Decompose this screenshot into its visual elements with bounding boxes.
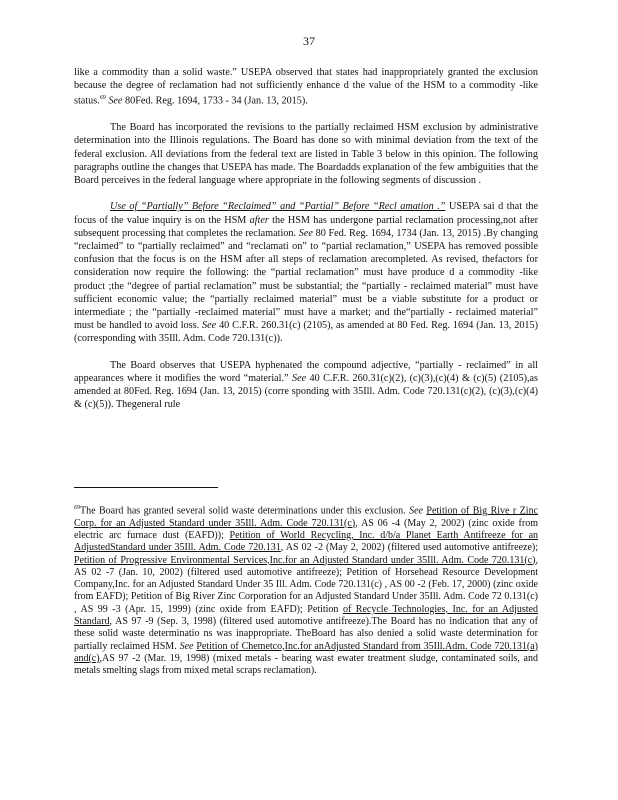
footnote-text: ,AS 97 -2 (Mar. 19, 1998) (mixed metals - bearing wast ewater treatment sludge, contaminated soils, and metals smelting slags from mixed metal scraps reclamation). <box>74 652 538 677</box>
paragraph-commodity <box>74 66 538 108</box>
case-citation: of Recycle Technologies, Inc. for an Adjusted Standard <box>74 603 539 627</box>
paragraph-text: 40 C.F.R. 260.31(c)(2), (c)(3),(c)(4) & (c)(5) (2105),as amended at 80Fed. Reg. 1694 (Jan. 13, 2015) (corre sponding with 35Ill. Adm. Code 720.131(c)(2), (c)(3),(c)(4) & (c)(5)). Thegeneral rule <box>74 373 538 411</box>
footnote-text: , AS 97 -9 (Sep. 3, 1998) (filtered used automotive antifreeze).The Board has no indication that any of these solid waste determinatio ns was inappropriate. TheBoard has also denied a solid waste determination for partially reclaimed HSM. <box>74 616 538 652</box>
footnote-divider <box>74 487 218 488</box>
see-signal: See <box>108 95 123 107</box>
case-citation: Petition of Big Rive r Zinc Corp. for an Adjusted Standard under 35Ill. Adm. Code 720.131(c) <box>74 505 539 529</box>
see-signal: See <box>202 320 217 332</box>
paragraph-hyphenation <box>74 359 538 412</box>
emphasis-after: after <box>249 214 269 226</box>
footnote-reference[interactable]: 69 <box>99 95 106 102</box>
footnote-69 <box>74 502 538 677</box>
citation: 40 C.F.R. 260.31(c) (2105), as amended at 80 Fed. Reg. 1694 (Jan. 13, 2015) (corresponding with 35Ill. Adm. Code 720.131(c)). <box>74 320 539 345</box>
footnote-text: , AS 02 -7 (Jan. 10, 2002) (filtered used automotive antifreeze); Petition of Horsehead Resource Development Company,Inc. for an Adjusted Standard Under 35 Ill. Adm. Code 720.131(c) , AS 00 -2 (Feb. 17, 2000) (zinc oxide from EAFD); Petition of Big River Zinc Corporation for an Adjusted Standard Under 35Ill. Adm. Code 72 0.131(c) , AS 99 -3 (Apr. 15, 1999) (zinc oxide from EAFD); Petition <box>74 554 538 615</box>
footnote-text: , AS 06 -4 (May 2, 2002) (zinc oxide from electric arc furnace dust (EAFD)); <box>74 517 538 541</box>
paragraph-text: like a commodity than a solid waste.” USEPA observed that states had inappropriately granted the exclusion because the degree of reclamation had not sufficiently enhance d the value of the HSM to a commodity -like status. <box>74 67 538 107</box>
page-number: 37 <box>303 34 315 48</box>
body-text <box>74 66 538 425</box>
footnote-number: 69 <box>74 505 80 511</box>
paragraph-text: The Board observes that USEPA hyphenated the compound adjective, “partially - reclaimed” in all appearances where it modifies the word “material.” <box>74 359 538 385</box>
paragraph-partially-reclaimed <box>74 200 538 345</box>
footnote-text: , AS 02 -2 (May 2, 2002) (filtered used automotive antifreeze); <box>280 542 538 554</box>
paragraph-text: the HSM has undergone partial reclamation processing,not after subsequent processing that completes the reclamation. <box>74 214 539 239</box>
case-citation: Petition of Chemetco,Inc.for anAdjusted Standard from 35Ill.Adm. Code 720.131(a) and(c) <box>74 640 538 664</box>
citation: 80Fed. Reg. 1694, 1733 - 34 (Jan. 13, 2015). <box>122 95 308 107</box>
paragraph-text: 80 Fed. Reg. 1694, 1734 (Jan. 13, 2015) .By changing “reclaimed” to “partially reclaimed” and “reclamati on” to “partial reclamation,” USEPA has removed possible confusion that the focus is on the HSM after all steps of reclamation arecompleted. As revised, thefactors for consideration now require the following: the “partial reclamation” must have produce d a commodity -like product ;the “degree of partial reclamation” must be substantial; the “partially - reclaimed material” must have sufficient economic value; the “partially reclaimed material” must be a viable substitute for a product or intermediate ; the “partially -reclaimed material” must have a market; and the“partially - reclaimed material” must be handled to avoid loss. <box>74 227 539 332</box>
paragraph-text: USEPA sai d that the focus of the value inquiry is on the HSM <box>74 201 539 226</box>
paragraph-incorporation: The Board has incorporated the revisions to the partially reclaimed HSM exclusion by administrative determination into the Illinois regulations. The Board has done so with minimal deviation from the text of the federal exclusion. All deviations from the federal text are listed in Table 3 below in this opinion. The following paragraphs outline the changes that USEPA has made. The Boardadds explanation of the few ambiguities that the Board perceives in the federal language where appropriate in the following segments of discussion . <box>74 122 538 186</box>
see-signal: See <box>409 505 423 517</box>
see-signal: See <box>291 373 307 385</box>
see-signal: See <box>179 640 194 652</box>
case-citation: Petition of World Recycling, Inc. d/b/a Planet Earth Antifreeze for an AdjustedStandard under 35Ill. Adm. Code 720.131 <box>74 529 539 554</box>
footnote-text: The Board has granted several solid waste determinations under this exclusion. <box>80 505 406 517</box>
see-signal: See <box>298 227 313 239</box>
case-citation: Petition of Progressive Environmental Services,Inc.for an Adjusted Standard under 35Ill. Adm. Code 720.131(c) <box>74 554 536 566</box>
section-heading: Use of “Partially” Before “Reclaimed” and “Partial” Before “Recl amation .” <box>110 201 446 213</box>
